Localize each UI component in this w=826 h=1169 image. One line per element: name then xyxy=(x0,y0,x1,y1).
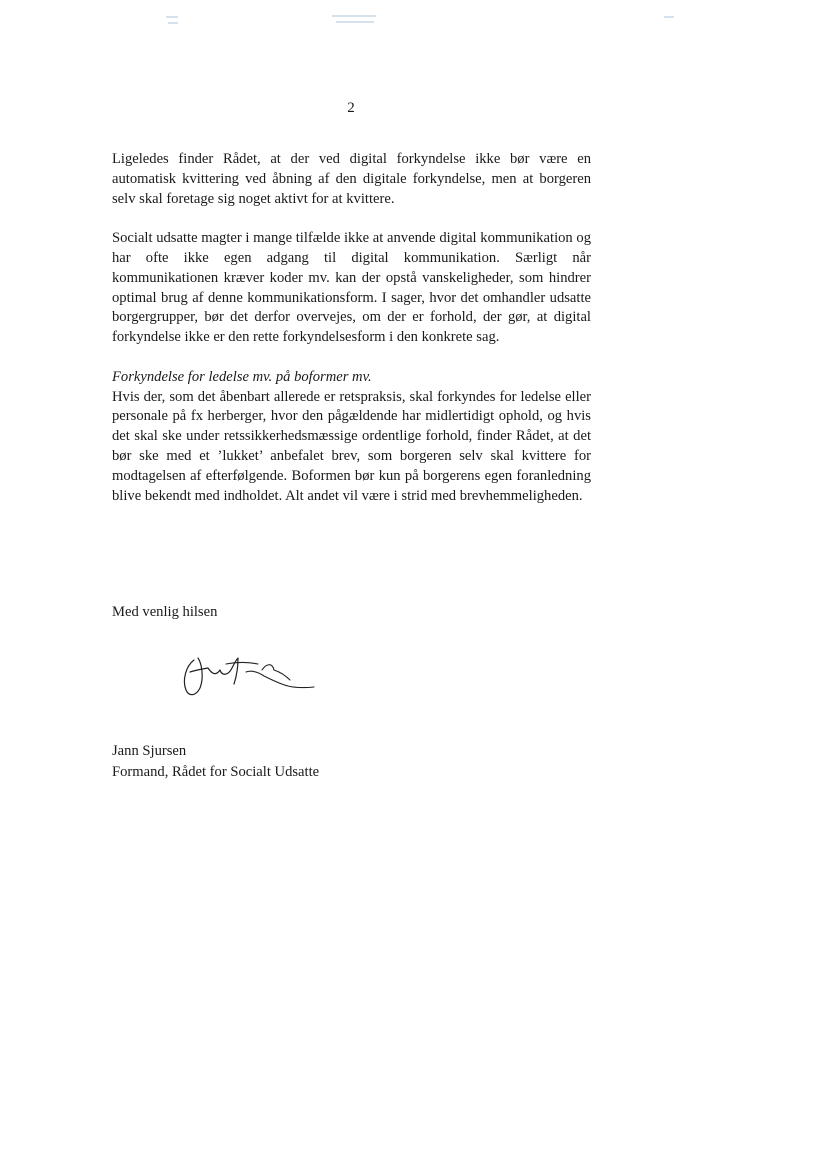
paragraph: Ligeledes finder Rådet, at der ved digital forkyndelse ikke bør være en automatisk kvittering ved åbning af den digitale forkyndelse, men at borgeren selv skal foretage sig noget aktivt for at kvittere. xyxy=(112,151,591,207)
signer-name: Jann Sjursen xyxy=(112,743,187,759)
scan-artifact-right xyxy=(664,16,674,18)
handwritten-signature xyxy=(176,650,326,702)
scan-artifact-center xyxy=(332,15,376,17)
scan-artifact-center-2 xyxy=(336,21,374,23)
scan-artifact-left-2 xyxy=(168,22,178,24)
scan-artifact-left xyxy=(166,16,178,18)
section xyxy=(112,368,591,507)
closing: Med venlig hilsen xyxy=(112,604,218,620)
letter-body xyxy=(112,150,591,506)
section-text: Hvis der, som det åbenbart allerede er retspraksis, skal forkyndes for ledelse eller personale på fx herberger, hvor den pågældende har midlertidigt ophold, og hvis det skal ske under retssikkerhedsmæssige ordentlige forhold, finder Rådet, at det bør ske med et ’lukket’ anbefalet brev, som borgeren selv skal kvittere for modtagelsen af efterfølgende. Boformen bør kun på borgerens egen foranledning blive bekendt med indholdet. Alt andet vil være i strid med brevhemmeligheden. xyxy=(112,388,591,504)
signer-title: Formand, Rådet for Socialt Udsatte xyxy=(112,763,320,780)
page-number: 2 xyxy=(347,100,355,116)
section-heading: Forkyndelse for ledelse mv. på boformer mv. xyxy=(112,368,372,385)
signer-block xyxy=(112,741,319,782)
paragraph: Socialt udsatte magter i mange tilfælde ikke at anvende digital kommunikation og har ofte ikke egen adgang til digital kommunikation. Særligt når kommunikationen kræver koder mv. kan der opstå vanskeligheder, som hindrer optimal brug af denne kommunikationsform. I sager, hvor det omhandler udsatte borgergrupper, bør det derfor overvejes, om der er forhold, der gør, at digital forkyndelse ikke er den rette forkyndelsesform i den konkrete sag. xyxy=(112,230,591,346)
